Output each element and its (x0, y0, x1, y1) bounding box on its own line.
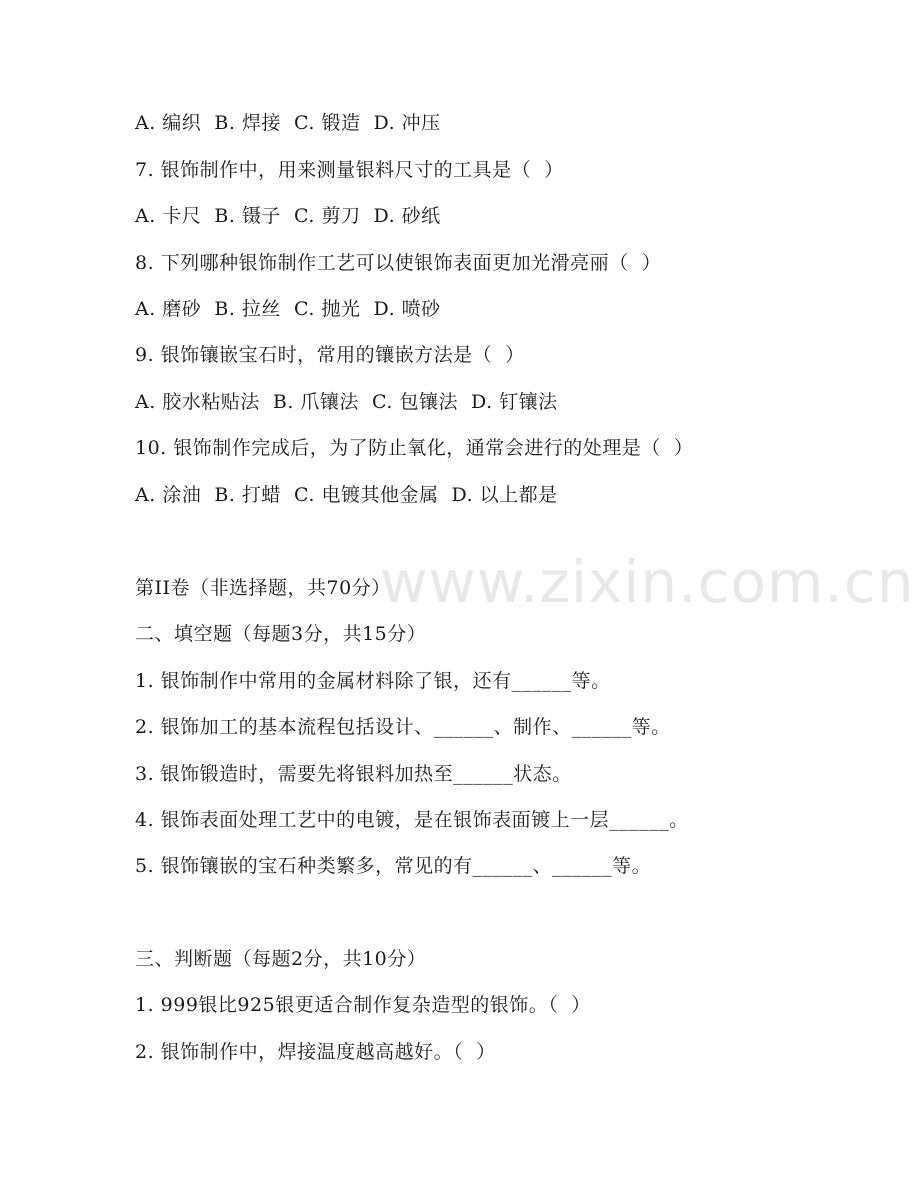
q8-question: 8. 下列哪种银饰制作工艺可以使银饰表面更加光滑亮丽（ ） (135, 252, 662, 274)
fill-blank-5: 5. 银饰镶嵌的宝石种类繁多，常见的有______、______等。 (135, 855, 652, 877)
q7-options: A. 卡尺 B. 镊子 C. 剪刀 D. 砂纸 (135, 205, 441, 227)
q10-options: A. 涂油 B. 打蜡 C. 电镀其他金属 D. 以上都是 (135, 484, 558, 506)
watermark: www.zixin.com.cn (380, 548, 915, 616)
true-false-1: 1. 999银比925银更适合制作复杂造型的银饰。（ ） (135, 994, 591, 1016)
q8-options: A. 磨砂 B. 拉丝 C. 抛光 D. 喷砂 (135, 298, 441, 320)
q9-question: 9. 银饰镶嵌宝石时，常用的镶嵌方法是（ ） (135, 344, 525, 366)
true-false-2: 2. 银饰制作中，焊接温度越高越好。（ ） (135, 1041, 496, 1063)
true-false-heading: 三、判断题（每题2分，共10分） (135, 948, 427, 970)
q6-options: A. 编织 B. 焊接 C. 锻造 D. 冲压 (135, 112, 441, 134)
q7-question: 7. 银饰制作中，用来测量银料尺寸的工具是（ ） (135, 159, 564, 181)
q9-options: A. 胶水粘贴法 B. 爪镶法 C. 包镶法 D. 钉镶法 (135, 391, 558, 413)
fill-blank-2: 2. 银饰加工的基本流程包括设计、______、制作、______等。 (135, 716, 671, 738)
part-ii-heading: 第II卷（非选择题，共70分） (135, 577, 391, 599)
fill-blank-3: 3. 银饰锻造时，需要先将银料加热至______状态。 (135, 763, 572, 785)
fill-blank-heading: 二、填空题（每题3分，共15分） (135, 623, 427, 645)
fill-blank-4: 4. 银饰表面处理工艺中的电镀，是在银饰表面镀上一层______。 (135, 809, 689, 831)
q10-question: 10. 银饰制作完成后，为了防止氧化，通常会进行的处理是（ ） (135, 437, 694, 459)
fill-blank-1: 1. 银饰制作中常用的金属材料除了银，还有______等。 (135, 670, 611, 692)
